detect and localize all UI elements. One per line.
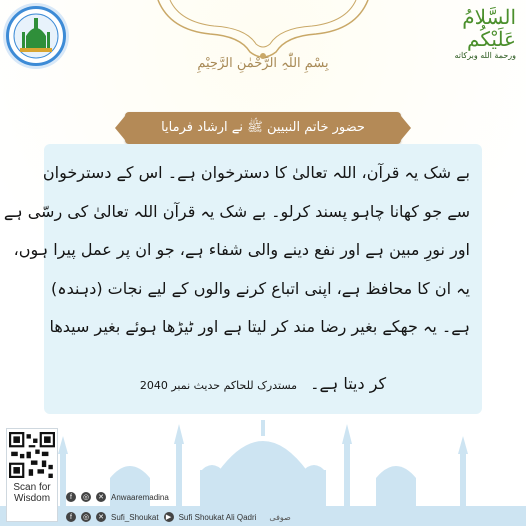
salam-line-2: عَلَيْكُم bbox=[467, 27, 516, 51]
handle-sufi-shoukat[interactable]: Sufi_Shoukat bbox=[111, 512, 159, 522]
scan-label-1: Scan for bbox=[13, 482, 51, 493]
qr-code-icon[interactable] bbox=[9, 432, 55, 478]
top-ornament-icon bbox=[150, 0, 376, 62]
social-row-1 bbox=[66, 492, 520, 502]
scan-label-2: Wisdom bbox=[13, 493, 51, 504]
handle-sufi-shoukat-ali-qadri[interactable]: Sufi Shoukat Ali Qadri bbox=[178, 512, 257, 522]
salam-greeting bbox=[406, 6, 516, 60]
facebook-icon[interactable]: f bbox=[66, 492, 76, 502]
instagram-icon[interactable]: ◎ bbox=[82, 494, 90, 501]
hadith-last-line bbox=[56, 374, 470, 393]
signature: صوفی bbox=[269, 512, 291, 522]
hadith-line-2: سے جو کھانا چاہو پسند کرلو۔ بے شک یہ قرآن اللہ تعالیٰ کی رسّی ہے bbox=[3, 201, 470, 221]
hadith-line-5: ہے۔ یہ جھکے بغیر رضا مند کر لیتا ہے اور ٹیڑھا ہوئے بغیر سیدھا bbox=[49, 317, 470, 336]
salam-line-1: السَّلامُ bbox=[462, 5, 516, 29]
facebook-icon[interactable]: f bbox=[66, 512, 76, 522]
hadith-reference: مستدرک للحاکم حدیث نمبر 2040 bbox=[139, 379, 298, 392]
qr-code-box[interactable] bbox=[6, 428, 58, 522]
youtube-icon[interactable]: ▶ bbox=[164, 512, 174, 522]
instagram-icon[interactable]: ◎ bbox=[82, 514, 90, 521]
hadith-text bbox=[3, 154, 470, 347]
hadith-line-4: یہ ان کا محافظ ہے، اپنی اتباع کرنے والوں کے لیے نجات (دہندہ) bbox=[51, 278, 470, 298]
x-icon[interactable]: ✕ bbox=[96, 512, 106, 522]
social-row-2 bbox=[66, 512, 520, 522]
handle-anwaaremadina[interactable]: Anwaaremadina bbox=[111, 492, 169, 502]
x-icon[interactable]: ✕ bbox=[96, 492, 106, 502]
logo-icon bbox=[12, 12, 60, 60]
social-handles bbox=[66, 492, 520, 522]
hadith-line-1: بے شک یہ قرآن، اللہ تعالیٰ کا دسترخوان ہے۔ اس کے دسترخوان bbox=[42, 163, 470, 182]
hadith-line-3: اور نورِ مبین ہے اور نفع دینے والی شفاء ہے، جو ان پر عمل پیرا ہوں، bbox=[13, 240, 470, 259]
bismillah: بِسْمِ اللّٰہِ الرَّحْمٰنِ الرَّحِیْمِ bbox=[197, 56, 329, 71]
hadith-title-banner: حضور خاتم النبیین ﷺ نے ارشاد فرمایا bbox=[125, 112, 401, 144]
hadith-line-6: کر دیتا ہے۔ bbox=[310, 374, 387, 393]
salam-line-3: ورحمة الله وبركاته bbox=[454, 51, 516, 60]
